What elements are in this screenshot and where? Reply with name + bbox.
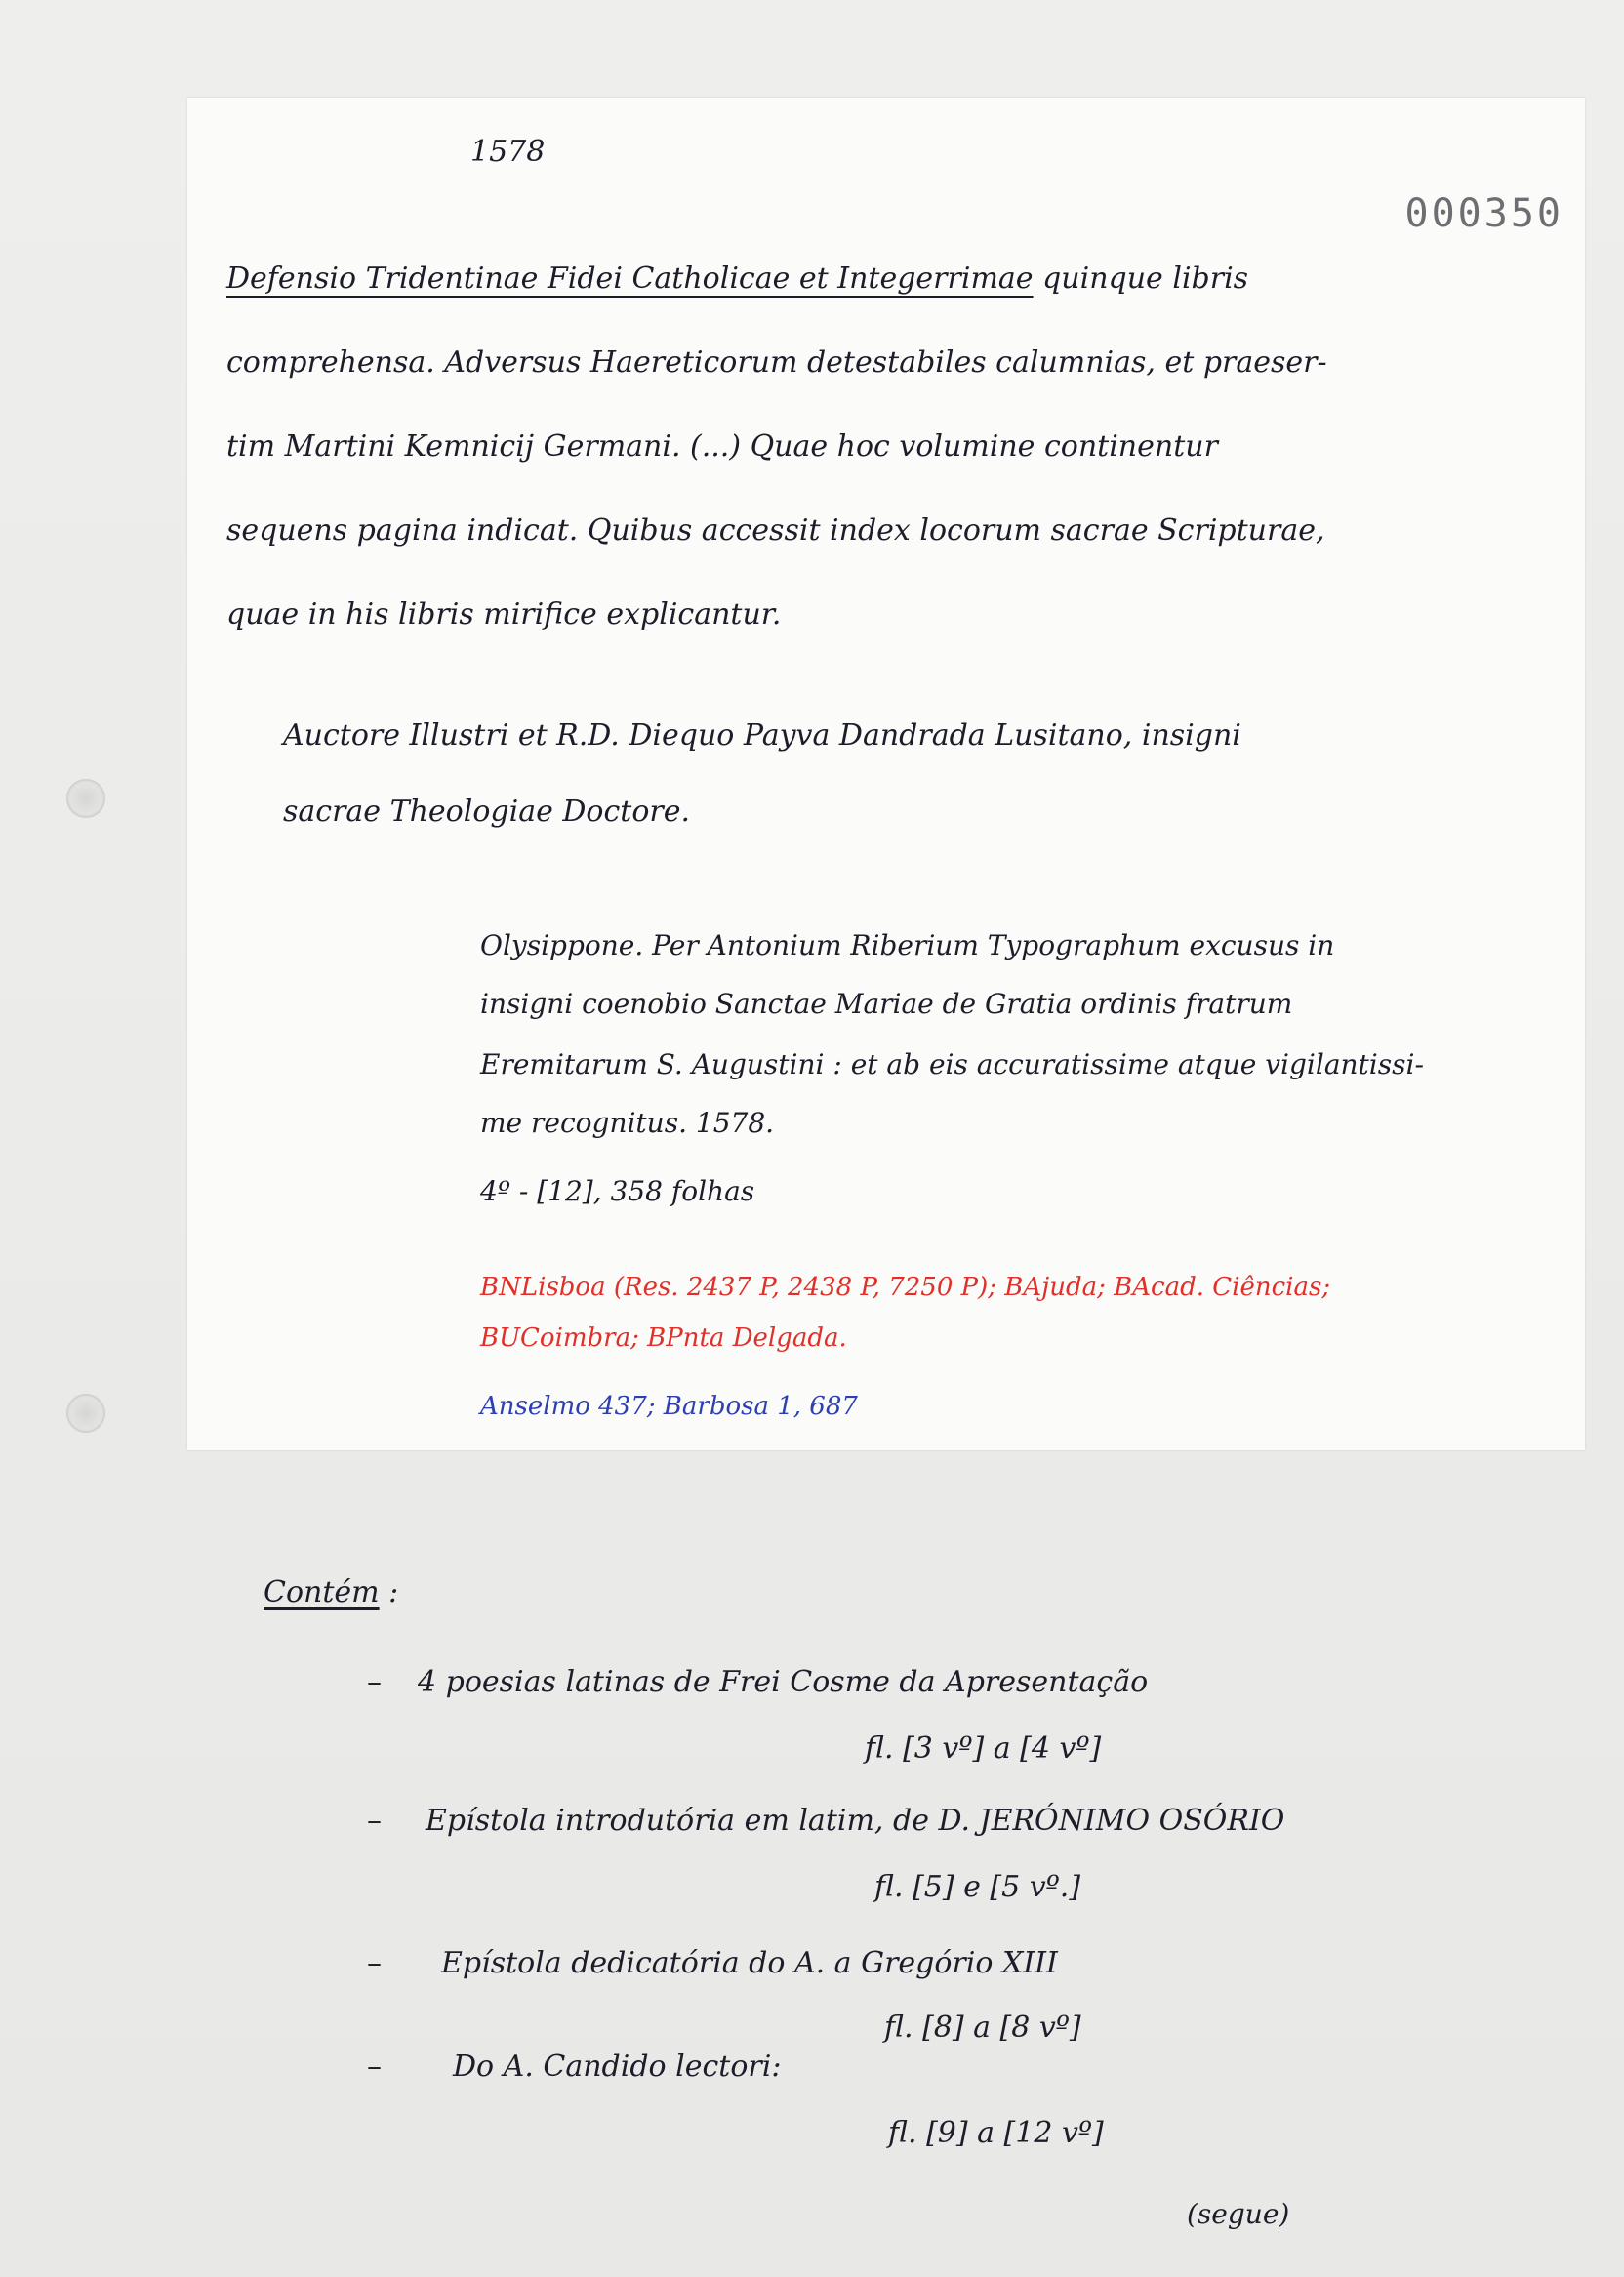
locations-line-1: BNLisboa (Res. 2437 P, 2438 P, 7250 P); BAjuda; BAcad. Ciências; bbox=[480, 1273, 1331, 1302]
continued-note: (segue) bbox=[1187, 2198, 1290, 2230]
title-line-2: comprehensa. Adversus Haereticorum detestabiles calumnias, et praeser- bbox=[226, 346, 1327, 380]
imprint-line-3: Eremitarum S. Augustini : et ab eis accuratissime atque vigilantissi- bbox=[480, 1048, 1424, 1080]
title-line-5: quae in his libris mirifice explicantur. bbox=[226, 597, 782, 631]
contents-item-4: Do A. Candido lectori: bbox=[453, 2050, 782, 2084]
references-line: Anselmo 437; Barbosa 1, 687 bbox=[480, 1392, 858, 1421]
punch-hole-bottom bbox=[66, 1394, 105, 1433]
contents-item-3: Epístola dedicatória do A. a Gregório XIII bbox=[441, 1946, 1058, 1980]
contents-dash-1: – bbox=[367, 1665, 382, 1699]
catalog-card bbox=[187, 98, 1585, 1450]
contents-heading-label: Contém bbox=[264, 1575, 380, 1609]
contents-dash-3: – bbox=[367, 1946, 382, 1980]
title-line-3: tim Martini Kemnicij Germani. (...) Quae hoc volumine continentur bbox=[226, 429, 1218, 464]
author-line-2: sacrae Theologiae Doctore. bbox=[283, 794, 691, 829]
card-year: 1578 bbox=[470, 135, 546, 169]
contents-item-2: Epístola introdutória em latim, de D. JERÓNIMO OSÓRIO bbox=[426, 1804, 1285, 1838]
punch-hole-top bbox=[66, 779, 105, 818]
title-line-1 bbox=[226, 262, 1248, 296]
contents-folio-3: fl. [8] a [8 vº] bbox=[884, 2011, 1081, 2045]
imprint-line-1: Olysippone. Per Antonium Riberium Typographum excusus in bbox=[480, 929, 1335, 961]
contents-item-1: 4 poesias latinas de Frei Cosme da Apresentação bbox=[418, 1665, 1149, 1699]
title-underlined: Defensio Tridentinae Fidei Catholicae et Integerrimae bbox=[226, 262, 1034, 296]
author-line-1: Auctore Illustri et R.D. Diequo Payva Dandrada Lusitano, insigni bbox=[283, 718, 1241, 752]
format-line: 4º - [12], 358 folhas bbox=[480, 1175, 755, 1207]
contents-folio-4: fl. [9] a [12 vº] bbox=[888, 2116, 1104, 2150]
contents-heading-colon: : bbox=[388, 1575, 399, 1609]
title-rest: quinque libris bbox=[1042, 262, 1249, 296]
inventory-stamp: 000350 bbox=[1404, 191, 1563, 236]
contents-dash-2: – bbox=[367, 1804, 382, 1838]
contents-folio-2: fl. [5] e [5 vº.] bbox=[874, 1870, 1081, 1904]
contents-dash-4: – bbox=[367, 2050, 382, 2084]
title-line-4: sequens pagina indicat. Quibus accessit index locorum sacrae Scripturae, bbox=[226, 513, 1325, 548]
imprint-line-2: insigni coenobio Sanctae Mariae de Gratia ordinis fratrum bbox=[480, 988, 1293, 1020]
contents-heading bbox=[264, 1575, 398, 1609]
locations-line-2: BUCoimbra; BPnta Delgada. bbox=[480, 1323, 847, 1353]
imprint-line-4: me recognitus. 1578. bbox=[480, 1107, 775, 1139]
contents-folio-1: fl. [3 vº] a [4 vº] bbox=[865, 1731, 1102, 1766]
